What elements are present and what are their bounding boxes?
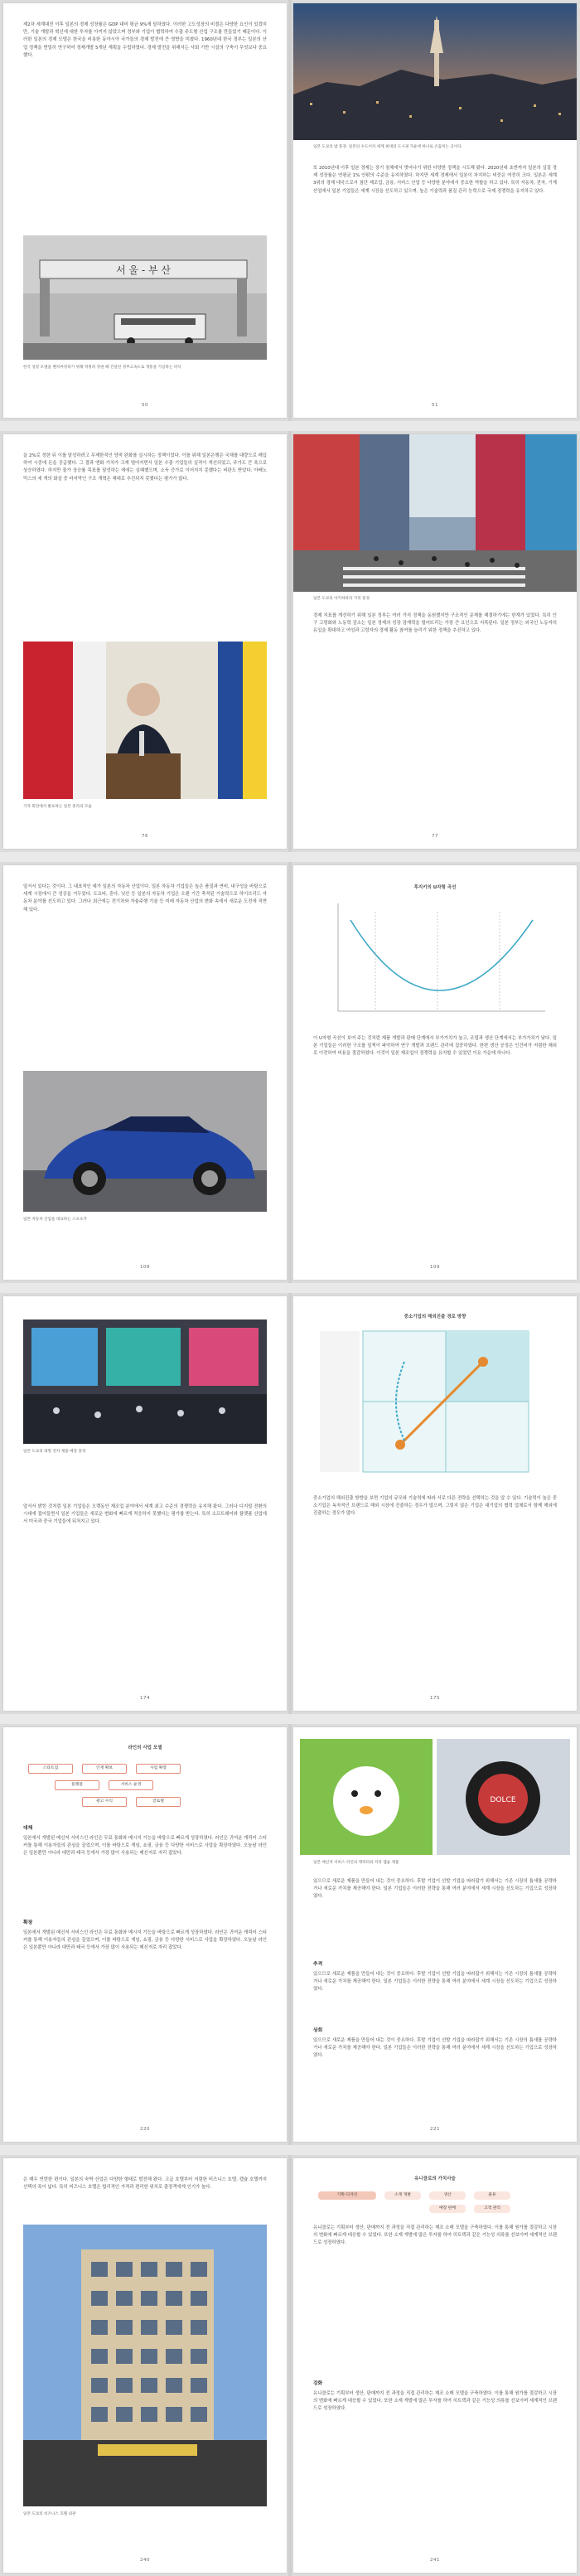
photo-caption: 일본 도쿄의 대형 전자 제품 매장 풍경 [23, 1450, 86, 1454]
book-gutter [288, 1293, 292, 1714]
page-number: 174 [140, 1696, 150, 1701]
right-page-109 [293, 865, 577, 1280]
body-text: 앞서서 있다는 것이다. 그 대표적인 예가 일본의 자동차 산업이다. 일본 자동차 기업들은 높은 품질과 연비, 내구성을 바탕으로 세계 시장에서 큰 성공을 거두었다. 도요타, 혼다, 닛산 등 일본의 자동차 기업은 오랜 기간 축적된 기술력으로 하이브리드 자동차 분야를 선도하고 있다. 그러나 최근에는 전기차와 자율주행 기술 등 미래 자동차 산업의 변화 속에서 새로운 도전에 직면해 있다. [23, 884, 267, 913]
left-page-220 [3, 1727, 287, 2142]
flow-box: 광고 수익 [82, 1797, 127, 1807]
section-heading: 대체 [23, 1826, 33, 1831]
spread-1 [0, 0, 580, 421]
page-number: 76 [142, 834, 148, 839]
photo-caption: 한국 성장 모델을 벤치마킹하기 위해 박정희 정권 때 건설된 경부고속도로 개통을 기념하는 비석 [23, 366, 181, 370]
body-text: 유니클로는 기획부터 생산, 판매까지 전 과정을 직접 관리하는 제조 소매 모델을 구축하였다. 이를 통해 원가를 절감하고 시장의 변화에 빠르게 대응할 수 있었다. 또한 소재 개발에 많은 투자를 하여 히트텍과 같은 기능성 의류를 선보이며 세계적인 브랜드로 성장하였다. [313, 2391, 557, 2412]
photo-caption: 일본 도쿄의 아키하바라 거리 풍경 [313, 597, 370, 601]
page-number: 50 [142, 403, 148, 408]
page-number: 220 [140, 2127, 150, 2132]
spread-2 [0, 431, 580, 852]
page-number: 221 [430, 2127, 440, 2132]
right-page-241 [293, 2158, 577, 2573]
flow-box: 플랫폼 [55, 1780, 99, 1790]
value-chain-step: 물류 [474, 2191, 510, 2200]
body-text: 중소기업의 해외진출 방향을 보면 기업의 규모와 기술력에 따라 서로 다른 전략을 선택하는 것을 알 수 있다. 기술력이 높은 중소기업은 독자적인 브랜드로 해외 시장에 진출하는 경우가 많으며, 그렇지 않은 기업은 대기업의 협력 업체로서 함께 해외에 진출하는 경우가 많다. [313, 1496, 557, 1517]
body-text: 있으므로 새로운 제품을 만들어 내는 것이 중요하다. 후발 기업이 선발 기업을 따라잡기 위해서는 기존 시장의 틈새를 공략하거나 새로운 가치를 제공해야 한다. 일본 기업들은 이러한 전략을 통해 여러 분야에서 세계 시장을 선도하는 기업으로 성장하였다. [313, 1879, 557, 1900]
photo-caption: 일본 도쿄의 밤 풍경. 일본의 수도이자 세계 최대의 도시권 가운데 하나로 손꼽히는 곳이다. [313, 145, 463, 149]
value-chain-step: 기획·디자인 [318, 2191, 376, 2200]
flow-box: 인재 확보 [82, 1764, 127, 1774]
spread-4 [0, 1293, 580, 1714]
book-gutter [288, 2155, 292, 2576]
page-number: 109 [430, 1265, 440, 1270]
value-chain-step: 고객 관리 [474, 2205, 510, 2213]
photo-akihabara-street [293, 434, 577, 592]
chart-title: 라인의 사업 모델 [128, 1746, 162, 1750]
left-page-174 [3, 1296, 287, 1711]
book-gutter [288, 862, 292, 1283]
left-page-50 [3, 3, 287, 418]
body-text: 을 2%로 정한 뒤 이를 달성하려고 무제한적인 양적 완화를 실시하는 정책이었다. 이를 위해 일본은행은 국채를 대량으로 매입하여 시중에 돈을 공급했다. 그 결과 엔화 가치가 크게 떨어지면서 일본 수출 기업들의 실적이 개선되었고, 주가도 큰 폭으로 상승하였다. 하지만 물가 상승률 목표를 달성하는 데에는 실패했으며, 소득 증가로 이어지지 못했다는 비판도 받았다. 아베노믹스의 세 개의 화살 중 마지막인 구조 개혁은 제대로 추진되지 못했다는 평가가 많다. [23, 453, 267, 482]
flow-box: 글로벌 [136, 1797, 181, 1807]
value-chain-step: 소재 개발 [384, 2191, 421, 2200]
diagram-sme-route [313, 1324, 557, 1486]
spread-5 [0, 1724, 580, 2145]
body-text: 있으므로 새로운 제품을 만들어 내는 것이 중요하다. 후발 기업이 선발 기업을 따라잡기 위해서는 기존 시장의 틈새를 공략하거나 새로운 가치를 제공해야 한다. 일본 기업들은 이러한 전략을 통해 여러 분야에서 세계 시장을 선도하는 기업으로 성장하였다. [313, 1972, 557, 1993]
page-number: 108 [140, 1265, 150, 1270]
section-heading: 강화 [313, 2381, 323, 2386]
value-chain-step: 생산 [429, 2191, 466, 2200]
right-page-51 [293, 3, 577, 418]
right-page-221 [293, 1727, 577, 2142]
left-page-240 [3, 2158, 287, 2573]
photo-caption: 기자 회견에서 발표하는 일본 총리의 모습 [23, 805, 92, 809]
page-number: 51 [432, 403, 438, 408]
page-number: 241 [430, 2558, 440, 2563]
photo-sports-car [23, 1071, 267, 1212]
flow-box: 서비스 운영 [109, 1780, 153, 1790]
page-number: 175 [430, 1696, 440, 1701]
photo-line-character [300, 1739, 570, 1855]
spread-3 [0, 862, 580, 1283]
body-text: 있으므로 새로운 제품을 만들어 내는 것이 중요하다. 후발 기업이 선발 기업을 따라잡기 위해서는 기존 시장의 틈새를 공략하거나 새로운 가치를 제공해야 한다. 일본 기업들은 이러한 전략을 통해 여러 분야에서 세계 시장을 선도하는 기업으로 성장하였다. [313, 2038, 557, 2059]
section-heading: 상회 [313, 2028, 323, 2033]
value-chain-step: 매장 판매 [429, 2205, 466, 2213]
body-text: 은 매우 빈번한 편이다. 일본의 숙박 산업은 다양한 형태로 발전해 왔다. 고급 호텔부터 저렴한 비즈니스 호텔, 캡슐 호텔까지 선택의 폭이 넓다. 특히 비즈니스 호텔은 합리적인 가격과 편리한 위치로 출장객에게 인기가 높다. [23, 2177, 267, 2191]
page-number: 77 [432, 834, 438, 839]
right-page-175 [293, 1296, 577, 1711]
body-text: 제2차 세계대전 이후 일본의 경제 성장률은 GDP 대비 평균 9%에 달하였다. 이러한 고도성장의 비결은 다양한 요인이 있겠지만, 기술 개발과 혁신에 대한 투자를 아끼지 않았으며 정부와 기업이 협력하여 수출 주도형 산업 구조를 만들었기 때문이다. 이러한 일본의 경제 모델은 한국을 비롯한 동아시아 국가들의 경제 발전에 큰 영향을 미쳤다. 1960년대 한국 정부는 일본의 산업 정책을 면밀히 연구하여 경제개발 5개년 계획을 수립하였다. 경제 발전을 위해서는 사회 기반 시설의 구축이 무엇보다 중요했다. [23, 22, 267, 58]
chart-title: 후지키의 U자형 곡선 [413, 885, 457, 890]
flow-box: 사업 확장 [136, 1764, 181, 1774]
chart-title: 중소기업의 해외진출 경로 방향 [404, 1315, 466, 1319]
left-page-108 [3, 865, 287, 1280]
body-text: 경제 지표를 개선하기 위해 일본 정부는 여러 가지 정책을 동원했지만 구조적인 문제를 해결하기에는 한계가 있었다. 특히 인구 고령화와 노동력 감소는 일본 경제의 성장 잠재력을 떨어뜨리는 가장 큰 요인으로 지목된다. 일본 정부는 외국인 노동자의 유입을 확대하고 여성과 고령자의 경제 활동 참여를 늘리기 위한 정책을 추진하고 있다. [313, 613, 557, 634]
chart-title: 유니클로의 가치사슬 [414, 2177, 456, 2181]
page-number: 240 [140, 2558, 150, 2563]
flow-box: 스타트업 [28, 1764, 73, 1774]
book-gutter [288, 431, 292, 852]
spread-6 [0, 2155, 580, 2576]
body-text: 앞서서 밝힌 것처럼 일본 기업들은 오랫동안 제조업 분야에서 세계 최고 수준의 경쟁력을 유지해 왔다. 그러나 디지털 전환의 시대에 접어들면서 일본 기업들은 새로운 변화에 빠르게 적응하지 못했다는 평가를 받는다. 특히 소프트웨어와 플랫폼 산업에서 미국과 중국 기업들에 뒤처지고 있다. [23, 1504, 267, 1525]
book-gutter [288, 1724, 292, 2145]
svg-text:DOLCE: DOLCE [490, 1796, 516, 1804]
body-text: 일본에서 개발된 메신저 서비스인 라인은 무료 통화와 메시지 기능을 바탕으로 빠르게 성장하였다. 라인은 귀여운 캐릭터 스티커를 통해 이용자들의 관심을 끌었으며, 이를 바탕으로 게임, 쇼핑, 금융 등 다양한 서비스로 사업을 확장하였다. 오늘날 라인은 일본뿐만 아니라 대만과 태국 등에서 가장 많이 사용되는 메신저로 자리 잡았다. [23, 1836, 267, 1857]
photo-caption: 일본 메신저 서비스 라인의 캐릭터와 커피 캡슐 제품 [313, 1861, 399, 1865]
svg-text:서 울 - 부 산: 서 울 - 부 산 [116, 264, 171, 276]
section-heading: 추격 [313, 1962, 323, 1967]
photo-stone-monument [23, 235, 267, 360]
body-text: 유니클로는 기획부터 생산, 판매까지 전 과정을 직접 관리하는 제조 소매 모델을 구축하였다. 이를 통해 원가를 절감하고 시장의 변화에 빠르게 대응할 수 있었다. 또한 소재 개발에 많은 투자를 하여 히트텍과 같은 기능성 의류를 선보이며 세계적인 브랜드로 성장하였다. [313, 2225, 557, 2246]
u-curve-chart [313, 895, 557, 1028]
section-heading: 확장 [23, 1920, 33, 1925]
body-text: 또 2010년대 이후 일본 경제는 장기 침체에서 벗어나기 위한 다양한 정책을 시도해 왔다. 2020년대 초반까지 일본의 실질 경제 성장률은 연평균 1% 안팎의 수준을 유지하였다. 하지만 세계 경제에서 일본이 차지하는 비중은 여전히 크다. 일본은 세계 3위의 경제 대국으로서 첨단 제조업, 금융, 서비스 산업 등 다양한 분야에서 중요한 역할을 하고 있다. 특히 자동차, 전자, 기계 산업에서 일본 기업들은 세계 시장을 선도하고 있으며, 높은 기술력과 품질 관리 능력으로 국제 경쟁력을 유지하고 있다. [313, 166, 557, 194]
photo-caption: 일본 도쿄의 비즈니스 호텔 외관 [23, 2512, 76, 2516]
book-gutter [288, 0, 292, 421]
photo-caption: 일본 자동차 산업을 대표하는 스포츠카 [23, 1218, 87, 1222]
photo-business-hotel [23, 2225, 267, 2506]
photo-electronics-store [23, 1319, 267, 1444]
photo-press-conference [23, 642, 267, 799]
photo-tokyo-night [293, 3, 577, 140]
right-page-77 [293, 434, 577, 849]
body-text: 이 U자형 곡선이 보여 주는 것처럼 제품 개발과 판매 단계에서 부가가치가 높고, 조립과 생산 단계에서는 부가가치가 낮다. 일본 기업들은 이러한 구조를 일찍이 파악하여 연구 개발과 브랜드 관리에 집중하였다. 한편 생산 공정은 인건비가 저렴한 해외로 이전하여 비용을 절감하였다. 이것이 일본 제조업이 경쟁력을 유지할 수 있었던 이유 가운데 하나다. [313, 1036, 557, 1057]
left-page-76 [3, 434, 287, 849]
body-text: 일본에서 개발된 메신저 서비스인 라인은 무료 통화와 메시지 기능을 바탕으로 빠르게 성장하였다. 라인은 귀여운 캐릭터 스티커를 통해 이용자들의 관심을 끌었으며, 이를 바탕으로 게임, 쇼핑, 금융 등 다양한 서비스로 사업을 확장하였다. 오늘날 라인은 일본뿐만 아니라 대만과 태국 등에서 가장 많이 사용되는 메신저로 자리 잡았다. [23, 1930, 267, 1951]
